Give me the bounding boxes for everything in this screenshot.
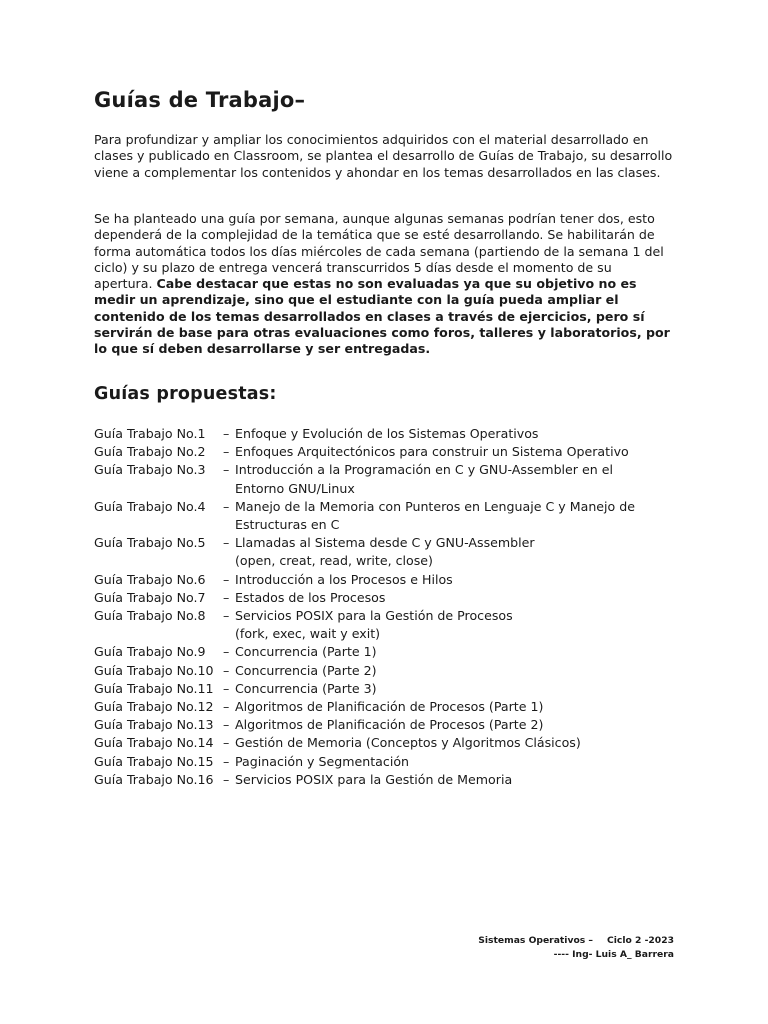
guide-dash: – (223, 771, 230, 787)
guide-dash: – (223, 699, 230, 715)
guide-title-text: Enfoques Arquitectónicos para construir un Sistema Operativo (235, 444, 629, 460)
guide-title-text: Introducción a la Programación en C y GNU-Assembler en el (235, 462, 613, 478)
guide-title-text: Concurrencia (Parte 3) (235, 680, 377, 696)
guide-item (94, 443, 674, 461)
guide-title-text: Introducción a los Procesos e Hilos (235, 571, 453, 587)
guide-item (94, 607, 674, 643)
guide-dash: – (223, 644, 230, 660)
footer-author: ---- Ing- Luis A_ Barrera (553, 949, 674, 960)
guide-title (233, 425, 674, 443)
guide-item (94, 643, 674, 661)
guide-item (94, 589, 674, 607)
guide-dash: – (223, 735, 230, 751)
guide-label: Guía Trabajo No.12 (94, 699, 214, 715)
guide-dash: – (223, 426, 230, 441)
guide-dash: – (223, 535, 230, 551)
guide-title (233, 443, 674, 461)
guide-title (233, 498, 674, 534)
guide-dash: – (223, 444, 230, 460)
guide-label: Guía Trabajo No.4 (94, 498, 206, 514)
guides-list (94, 425, 674, 789)
guide-label: Guía Trabajo No.14 (94, 735, 214, 751)
guide-title (233, 662, 674, 680)
page-footer (464, 934, 674, 962)
guide-dash: – (223, 462, 230, 478)
guide-title (233, 643, 674, 661)
guide-dash: – (223, 662, 230, 678)
guide-label: Guía Trabajo No.6 (94, 571, 206, 587)
guide-title-text: Estados de los Procesos (235, 589, 386, 605)
guide-label: Guía Trabajo No.1 (94, 426, 206, 441)
guide-title (233, 771, 674, 789)
guide-title (233, 534, 674, 570)
guide-title-text: Servicios POSIX para la Gestión de Procesos (235, 608, 513, 624)
footer-line-course (464, 934, 674, 948)
guide-label: Guía Trabajo No.8 (94, 608, 206, 624)
guide-label: Guía Trabajo No.5 (94, 535, 206, 551)
guide-title (233, 716, 674, 734)
guide-item (94, 753, 674, 771)
guide-title-continuation: Estructuras en C (235, 517, 340, 533)
guide-title-text: Llamadas al Sistema desde C y GNU-Assembler (235, 535, 535, 551)
footer-cycle: Ciclo 2 -2023 (607, 935, 674, 946)
guide-item (94, 734, 674, 752)
guide-dash: – (223, 717, 230, 733)
guide-item (94, 680, 674, 698)
guide-title-text: Servicios POSIX para la Gestión de Memoria (235, 771, 513, 787)
guide-item (94, 662, 674, 680)
guide-item (94, 425, 674, 443)
guide-title-continuation: Entorno GNU/Linux (235, 480, 355, 496)
guide-label: Guía Trabajo No.9 (94, 644, 206, 660)
guide-title-text: Algoritmos de Planificación de Procesos (Parte 1) (235, 699, 544, 715)
guide-title-text: Enfoque y Evolución de los Sistemas Operativos (235, 426, 539, 441)
guide-title (233, 753, 674, 771)
guide-label: Guía Trabajo No.2 (94, 444, 206, 460)
guide-item (94, 534, 674, 570)
guide-title-text: Algoritmos de Planificación de Procesos (Parte 2) (235, 717, 544, 733)
guide-item (94, 771, 674, 789)
guide-label: Guía Trabajo No.3 (94, 462, 206, 478)
guide-title (233, 571, 674, 589)
guide-title (233, 734, 674, 752)
guide-title-continuation: (fork, exec, wait y exit) (235, 626, 381, 642)
footer-course: Sistemas Operativos – (478, 935, 594, 946)
guide-dash: – (223, 498, 230, 514)
guide-label: Guía Trabajo No.11 (94, 680, 214, 696)
page-title: Guías de Trabajo– (94, 88, 306, 112)
schedule-text: Se ha planteado una guía por semana, aunque algunas semanas podrían tener dos, esto dependerá de la complejidad de la temática que se esté desarrollando. Se habilitarán de forma automática todos los días miércoles de cada semana (partiendo de la semana 1 del ciclo) y su plazo de entrega vencerá transcurridos 5 días desde el momento de su apertura. (94, 211, 664, 292)
guide-title (233, 680, 674, 698)
guide-title (233, 461, 674, 497)
guide-title-text: Paginación y Segmentación (235, 753, 410, 769)
guide-title-continuation: (open, creat, read, write, close) (235, 553, 433, 569)
guide-title-text: Concurrencia (Parte 2) (235, 662, 377, 678)
guide-dash: – (223, 753, 230, 769)
guide-title (233, 698, 674, 716)
guide-label: Guía Trabajo No.16 (94, 771, 214, 787)
guide-dash: – (223, 589, 230, 605)
guide-item (94, 698, 674, 716)
guide-dash: – (223, 680, 230, 696)
guide-title-text: Manejo de la Memoria con Punteros en Lenguaje C y Manejo de (235, 498, 635, 514)
guide-title-text: Gestión de Memoria (Conceptos y Algoritmos Clásicos) (235, 735, 581, 751)
guide-title (233, 589, 674, 607)
proposed-guides-heading: Guías propuestas: (94, 384, 277, 404)
schedule-paragraph (94, 211, 674, 358)
guide-label: Guía Trabajo No.10 (94, 662, 214, 678)
guide-item (94, 461, 674, 497)
guide-item (94, 571, 674, 589)
intro-paragraph: Para profundizar y ampliar los conocimientos adquiridos con el material desarrollado en clases y publicado en Classroom, se plantea el desarrollo de Guías de Trabajo, su desarrollo viene a complementar los contenidos y ahondar en los temas desarrollados en las clases. (94, 132, 673, 180)
guide-dash: – (223, 571, 230, 587)
guide-item (94, 716, 674, 734)
guide-label: Guía Trabajo No.13 (94, 717, 214, 733)
guide-item (94, 498, 674, 534)
guide-title (233, 607, 674, 643)
guide-dash: – (223, 608, 230, 624)
guide-title-text: Concurrencia (Parte 1) (235, 644, 377, 660)
schedule-bold-text: Cabe destacar que estas no son evaluadas ya que su objetivo no es medir un aprendizaje, sino que el estudiante con la guía pueda ampliar el contenido de los temas desarrollados en clases a través de ejercicios, pero sí servirán de base para otras evaluaciones como foros, talleres y laboratorios, por lo que sí deben desarrollarse y ser entregadas. (94, 276, 670, 357)
guide-label: Guía Trabajo No.15 (94, 753, 214, 769)
guide-label: Guía Trabajo No.7 (94, 589, 206, 605)
